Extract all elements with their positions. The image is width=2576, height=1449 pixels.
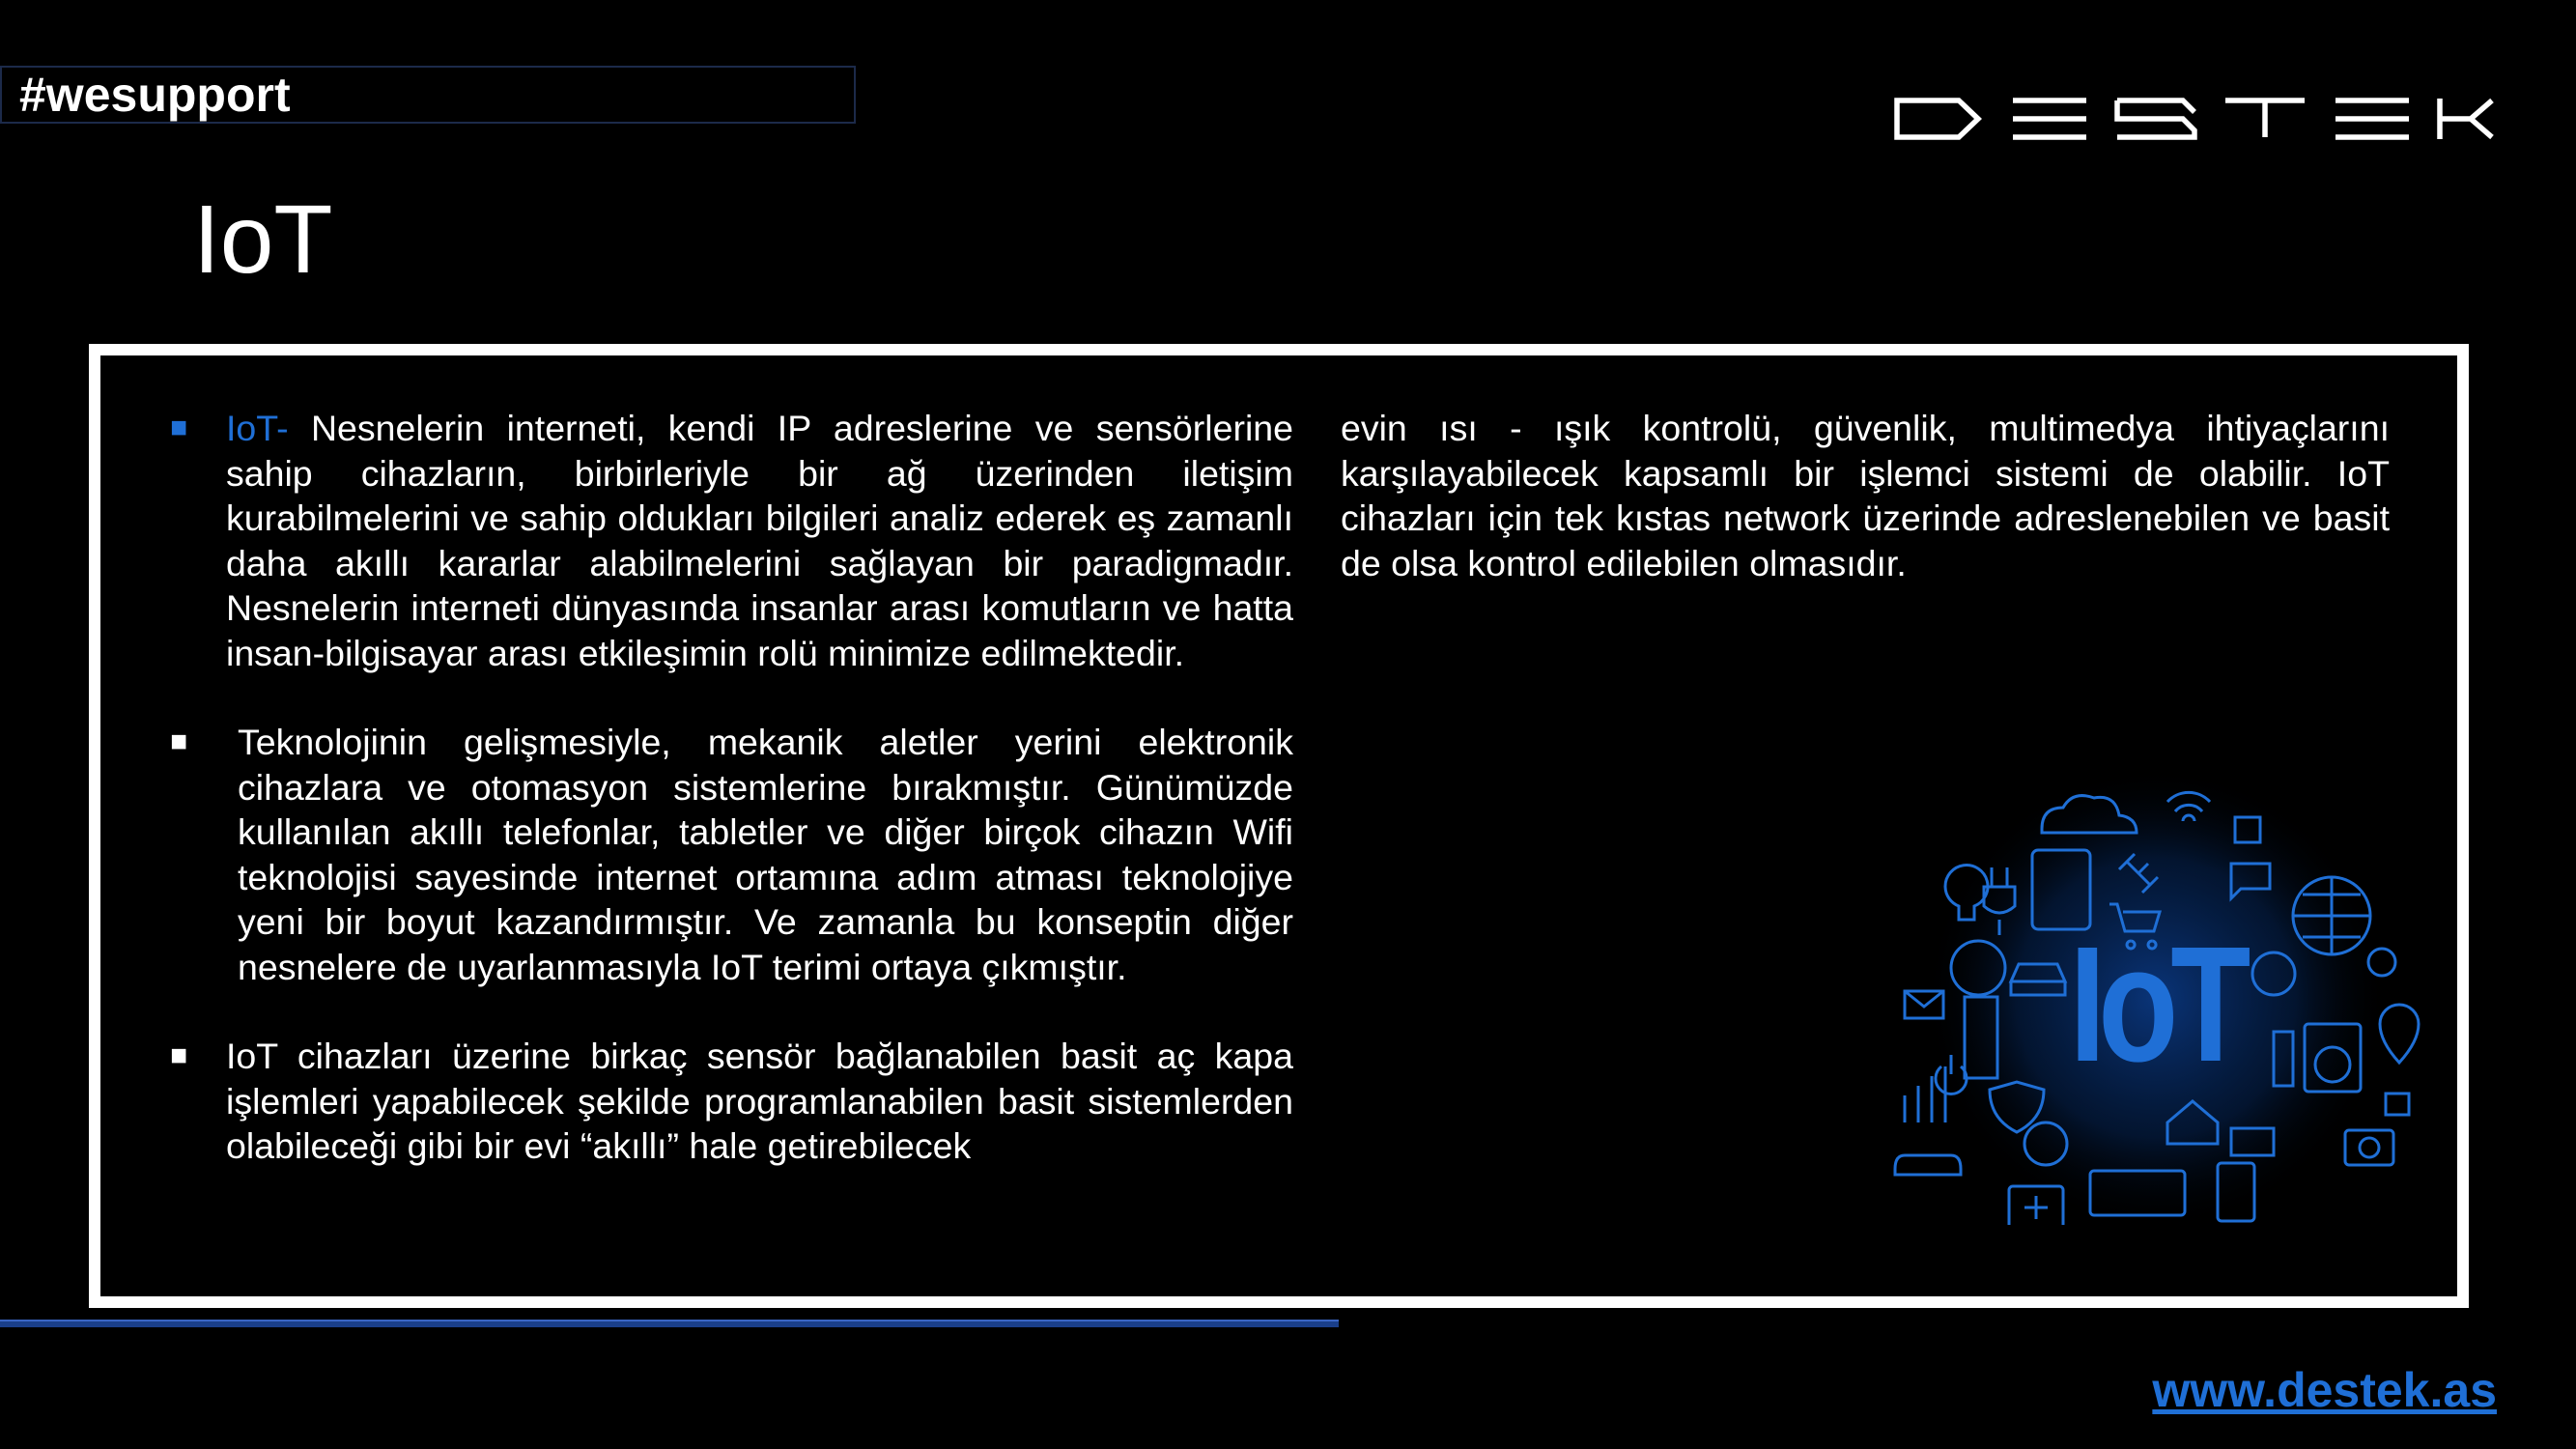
square-bullet-icon: ■ xyxy=(170,412,188,443)
bullet-item xyxy=(170,1034,1293,1169)
lock-icon xyxy=(2386,1094,2409,1115)
hashtag-text: #wesupport xyxy=(19,68,291,122)
iot-devices-illustration xyxy=(1849,771,2467,1225)
bullet-item xyxy=(170,406,1293,675)
accent-underline-bar xyxy=(0,1320,1339,1327)
left-column xyxy=(170,406,1293,1213)
bullet-text xyxy=(226,406,1293,675)
website-link[interactable]: www.destek.as xyxy=(2152,1363,2497,1417)
camera-icon xyxy=(2345,1130,2393,1165)
bullet-lead: IoT- xyxy=(226,408,289,448)
bullet-body: Nesnelerin interneti, kendi IP adreslerine ve sensörlerine sahip cihazların, birbirleriyle bir ağ üzerinden iletişim kurabilmelerini ve sahip oldukları bilgileri analiz ederek eş zamanlı daha akıllı kararlar alabilmelerini sağlayan bir paradigmadır. Nesnelerin interneti dünyasında insanlar arası komutların ve hatta insan-bilgisayar arası etkileşimin rolü minimize edilmektedir. xyxy=(226,408,1293,673)
bullet-text: IoT cihazları üzerine birkaç sensör bağlanabilen basit aç kapa işlemleri yapabilecek şekilde programlanabilen basit sistemlerden olabileceği gibi bir evi “akıllı” hale getirebilecek xyxy=(226,1036,1293,1166)
right-column: evin ısı - ışık kontrolü, güvenlik, multimedya ihtiyaçlarını karşılayabilecek kapsamlı bir işlemci sistemi de olabilir. IoT cihazları için tek kıstas network üzerinde adreslenebilen ve basit de olsa kontrol edilebilen olmasıdır. xyxy=(1341,408,2390,583)
square-bullet-icon: ■ xyxy=(170,725,188,757)
square-bullet-icon: ■ xyxy=(170,1039,188,1071)
page-title: IoT xyxy=(193,185,333,294)
iot-illustration-label: IoT xyxy=(2069,912,2244,1096)
content-frame xyxy=(89,344,2469,1308)
bullet-item xyxy=(170,720,1293,989)
destek-logo xyxy=(1893,95,2497,143)
gamepad-icon xyxy=(1895,1155,1961,1175)
bullet-text: Teknolojinin gelişmesiyle, mekanik aletler yerini elektronik cihazlara ve otomasyon sistemlerine bırakmıştır. Günümüzde kullanılan akıllı telefonlar, tabletler ve diğer birçok cihazın Wifi teknolojisi sayesinde internet ortamına adım atması teknolojiye yeni bir boyut kazandırmıştır. Ve zamanla bu konseptin diğer nesnelere de uyarlanmasıyla IoT terimi ortaya çıkmıştır. xyxy=(238,722,1293,987)
hashtag-banner xyxy=(0,66,856,124)
